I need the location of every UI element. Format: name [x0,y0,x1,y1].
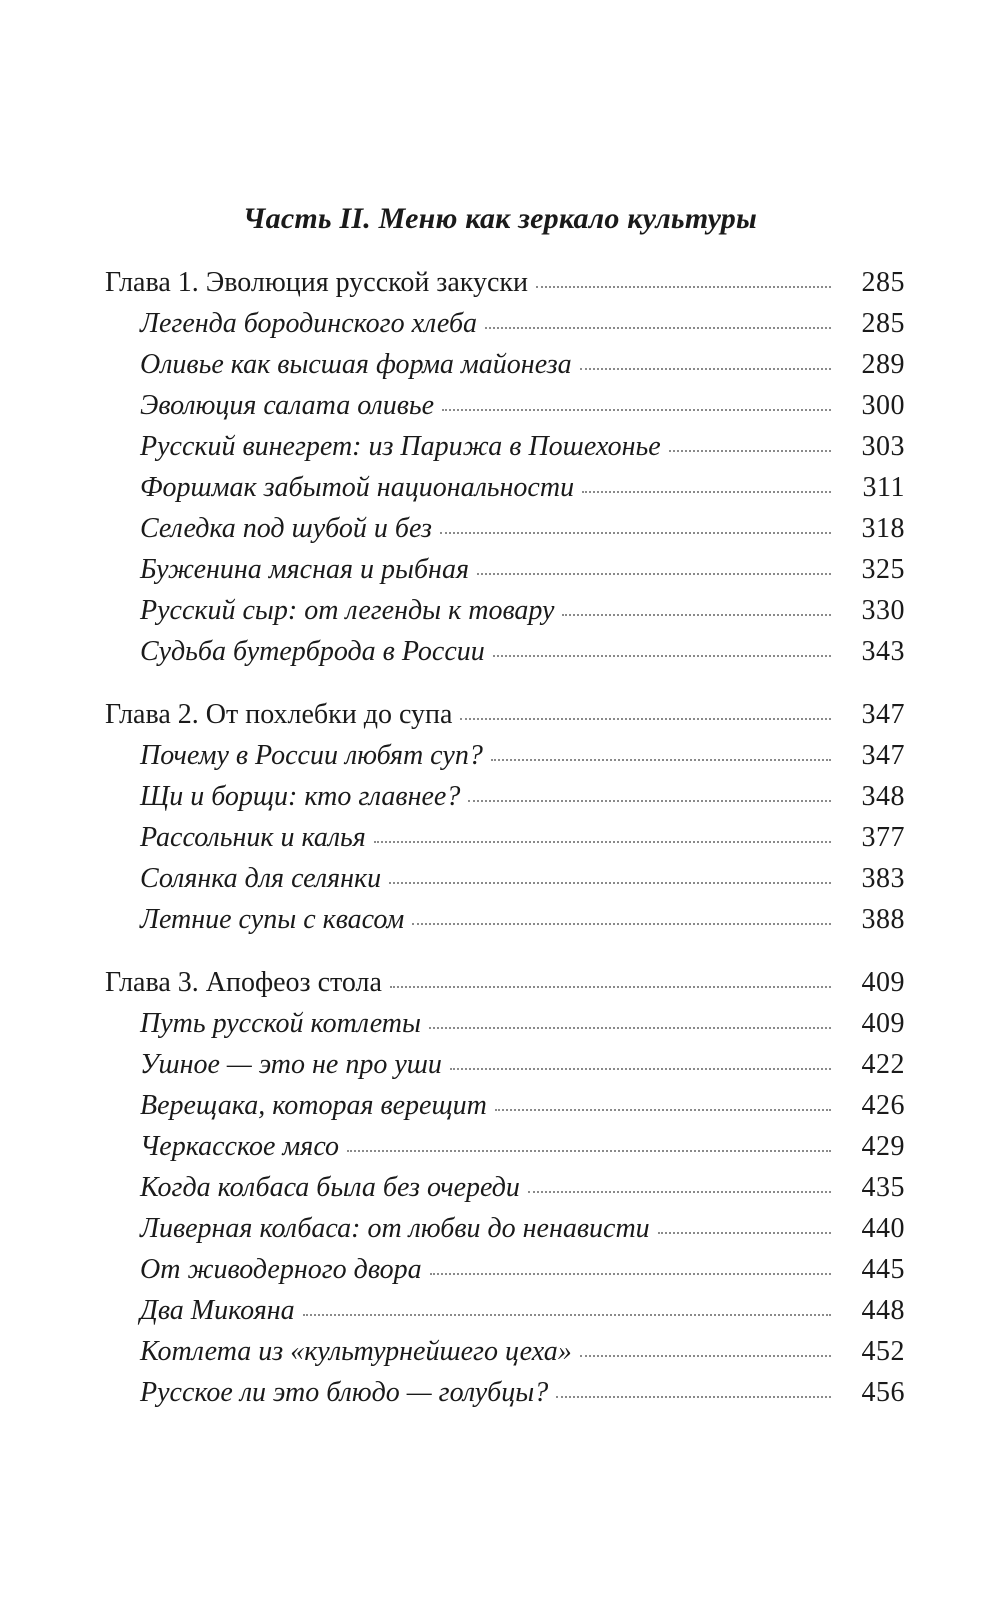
page-number: 426 [861,1090,905,1121]
section-entry-title: Буженина мясная и рыбная [140,554,469,585]
dot-leader [580,368,831,370]
dot-leader [430,1273,831,1275]
page-number: 440 [861,1213,905,1244]
section-entry-title: Эволюция салата оливье [140,390,435,421]
dot-leader [491,759,831,761]
section-entry [105,426,905,467]
section-entry-title: Солянка для селянки [140,863,382,894]
page-number: 388 [861,904,905,935]
section-entry-title: Рассольник и калья [140,822,366,853]
page-number: 409 [861,1008,905,1039]
page-number: 285 [861,308,905,339]
section-entry [105,735,905,776]
section-entry [105,1044,905,1085]
section-entry [105,508,905,549]
page-number: 343 [861,636,905,667]
page-number: 448 [861,1295,905,1326]
page-number: 347 [861,740,905,771]
dot-leader [440,532,831,534]
section-entry-title: Путь русской котлеты [140,1008,421,1039]
dot-leader [303,1314,831,1316]
dot-leader [468,800,831,802]
section-entry [105,631,905,672]
page-number: 330 [861,595,905,626]
section-entry-title: Черкасское мясо [140,1131,340,1162]
section-entry [105,1167,905,1208]
dot-leader [536,286,831,288]
section-entry [105,1372,905,1413]
section-entry [105,344,905,385]
page-number: 318 [861,513,905,544]
chapter-heading-title: Глава 2. От похлебки до супа [105,699,453,730]
section-entry-title: Селедка под шубой и без [140,513,432,544]
page-number: 348 [861,781,905,812]
section-entry-title: Котлета из «культурнейшего цеха» [140,1336,572,1367]
table-of-contents [105,262,905,1435]
chapter-block [105,694,905,940]
section-entry [105,549,905,590]
section-entry [105,817,905,858]
section-entry-title: Судьба бутерброда в России [140,636,485,667]
dot-leader [495,1109,831,1111]
section-entry [105,1126,905,1167]
section-entry-title: Почему в России любят суп? [140,740,483,771]
chapter-block [105,262,905,672]
section-entry [105,467,905,508]
chapter-heading-title: Глава 3. Апофеоз стола [105,967,382,998]
page-number: 303 [861,431,905,462]
section-entry-title: Когда колбаса была без очереди [140,1172,520,1203]
chapter-block [105,962,905,1413]
chapter-heading-title: Глава 1. Эволюция русской закуски [105,267,529,298]
section-entry-title: Русский винегрет: из Парижа в Пошехонье [140,431,661,462]
section-entry [105,1208,905,1249]
chapter-heading [105,262,905,303]
section-entry [105,776,905,817]
dot-leader [450,1068,831,1070]
dot-leader [477,573,831,575]
dot-leader [389,882,831,884]
section-entry-title: Верещака, которая верещит [140,1090,487,1121]
dot-leader [493,655,831,657]
page-number: 325 [861,554,905,585]
section-entry [105,899,905,940]
section-entry [105,1249,905,1290]
section-entry [105,1085,905,1126]
page-number: 422 [861,1049,905,1080]
section-entry-title: Русский сыр: от легенды к товару [140,595,555,626]
dot-leader [580,1355,831,1357]
section-entry-title: Русское ли это блюдо — голубцы? [140,1377,549,1408]
dot-leader [658,1232,831,1234]
section-entry [105,385,905,426]
section-entry-title: Два Микояна [140,1295,295,1326]
page-number: 311 [862,472,905,503]
page-number: 300 [861,390,905,421]
dot-leader [528,1191,831,1193]
page-number: 289 [861,349,905,380]
dot-leader [442,409,831,411]
dot-leader [556,1396,831,1398]
section-entry [105,1331,905,1372]
page-number: 347 [861,699,905,730]
section-entry [105,303,905,344]
dot-leader [582,491,831,493]
page-number: 456 [861,1377,905,1408]
section-entry-title: Оливье как высшая форма майонеза [140,349,572,380]
chapter-heading [105,962,905,1003]
section-entry [105,1003,905,1044]
page-number: 383 [861,863,905,894]
page-number: 409 [861,967,905,998]
dot-leader [390,986,831,988]
section-entry-title: От живодерного двора [140,1254,422,1285]
page-number: 445 [861,1254,905,1285]
dot-leader [374,841,831,843]
section-entry-title: Ливерная колбаса: от любви до ненависти [140,1213,650,1244]
dot-leader [562,614,831,616]
dot-leader [460,718,831,720]
page-number: 285 [861,267,905,298]
page-number: 435 [861,1172,905,1203]
page-number: 377 [861,822,905,853]
dot-leader [429,1027,831,1029]
chapter-heading [105,694,905,735]
section-entry-title: Летние супы с квасом [140,904,405,935]
page-number: 452 [861,1336,905,1367]
dot-leader [669,450,831,452]
section-entry [105,1290,905,1331]
dot-leader [412,923,831,925]
section-entry-title: Ушное — это не про уши [140,1049,442,1080]
part-title: Часть II. Меню как зеркало культуры [243,202,757,235]
dot-leader [347,1150,831,1152]
section-entry [105,858,905,899]
section-entry-title: Форшмак забытой национальности [140,472,575,503]
section-entry-title: Легенда бородинского хлеба [140,308,478,339]
page-number: 429 [861,1131,905,1162]
section-entry-title: Щи и борщи: кто главнее? [140,781,461,812]
dot-leader [485,327,831,329]
section-entry [105,590,905,631]
